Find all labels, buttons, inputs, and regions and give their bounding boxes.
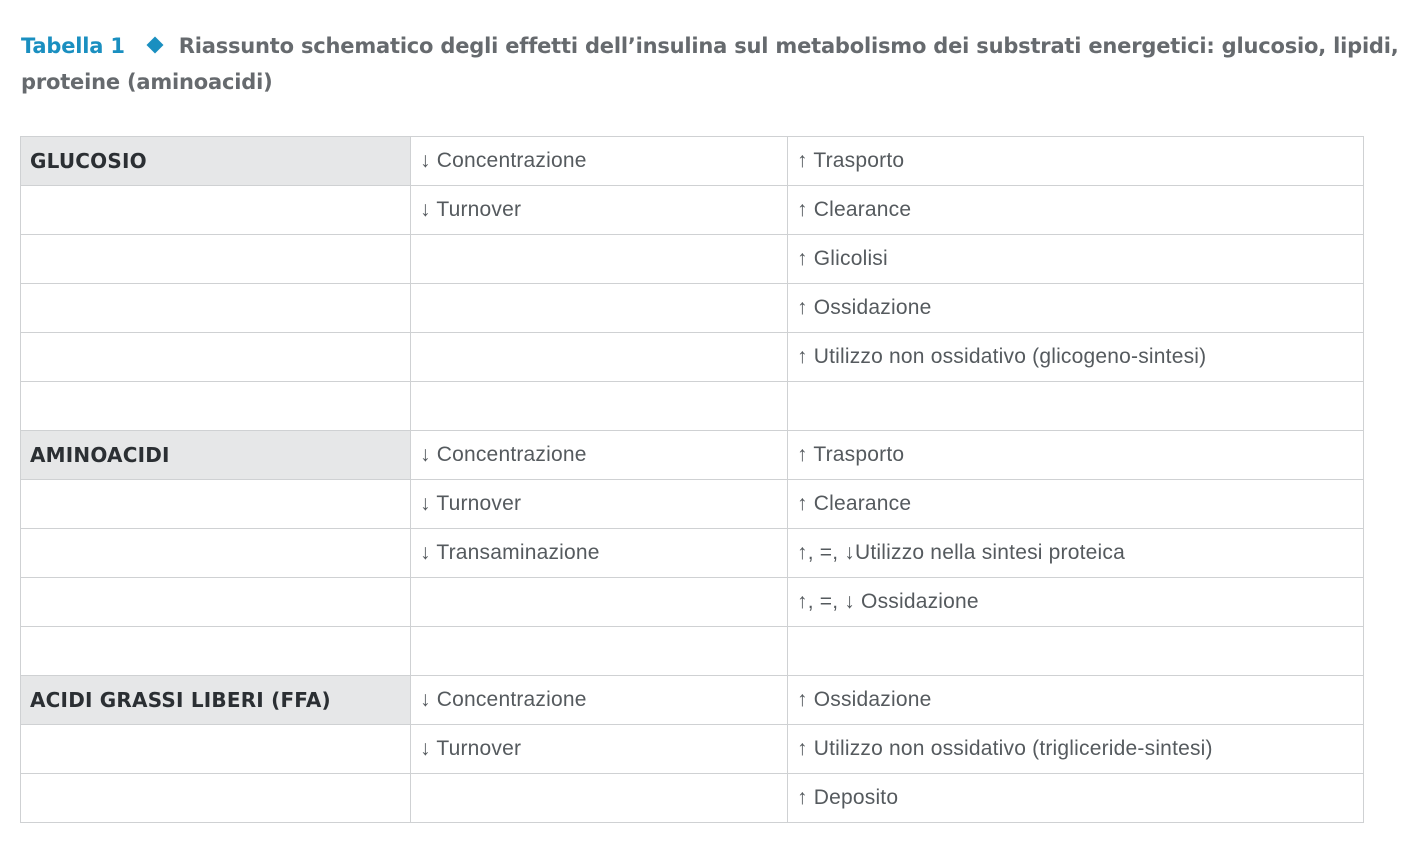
metabolic-effect-cell: ↑, =, ↓Utilizzo nella sintesi proteica <box>788 529 1364 578</box>
plasma-effect-cell: ↓ Concentrazione <box>411 137 788 186</box>
empty-category-cell <box>21 529 411 578</box>
table-body <box>21 137 1364 823</box>
table-row <box>21 529 1364 578</box>
metabolic-effect-cell <box>788 382 1364 431</box>
table-row <box>21 676 1364 725</box>
caption-title: Riassunto schematico degli effetti dell’insulina sul metabolismo dei substrati energetici: glucosio, lipidi, proteine (aminoacidi) <box>21 34 1399 94</box>
metabolic-effect-cell: ↑ Clearance <box>788 480 1364 529</box>
category-cell: AMINOACIDI <box>21 431 411 480</box>
plasma-effect-cell <box>411 333 788 382</box>
table-caption <box>21 28 1406 100</box>
caption-label: Tabella 1 <box>21 34 125 58</box>
table-row <box>21 137 1364 186</box>
table-row <box>21 186 1364 235</box>
table-row <box>21 774 1364 823</box>
table-row <box>21 235 1364 284</box>
table-row <box>21 480 1364 529</box>
diamond-bullet-icon <box>146 37 163 54</box>
plasma-effect-cell: ↓ Turnover <box>411 725 788 774</box>
table-row <box>21 382 1364 431</box>
metabolic-effect-cell: ↑ Ossidazione <box>788 676 1364 725</box>
insulin-effects-table <box>20 136 1364 823</box>
empty-category-cell <box>21 284 411 333</box>
plasma-effect-cell <box>411 774 788 823</box>
plasma-effect-cell: ↓ Concentrazione <box>411 676 788 725</box>
empty-category-cell <box>21 235 411 284</box>
metabolic-effect-cell: ↑ Clearance <box>788 186 1364 235</box>
metabolic-effect-cell: ↑ Ossidazione <box>788 284 1364 333</box>
plasma-effect-cell <box>411 284 788 333</box>
metabolic-effect-cell: ↑, =, ↓ Ossidazione <box>788 578 1364 627</box>
plasma-effect-cell: ↓ Concentrazione <box>411 431 788 480</box>
plasma-effect-cell: ↓ Transaminazione <box>411 529 788 578</box>
table-row <box>21 333 1364 382</box>
table-row <box>21 627 1364 676</box>
plasma-effect-cell <box>411 627 788 676</box>
plasma-effect-cell <box>411 578 788 627</box>
metabolic-effect-cell: ↑ Trasporto <box>788 431 1364 480</box>
table-row <box>21 578 1364 627</box>
table-row <box>21 284 1364 333</box>
metabolic-effect-cell: ↑ Utilizzo non ossidativo (glicogeno-sintesi) <box>788 333 1364 382</box>
empty-category-cell <box>21 382 411 431</box>
empty-category-cell <box>21 627 411 676</box>
metabolic-effect-cell: ↑ Glicolisi <box>788 235 1364 284</box>
category-cell: ACIDI GRASSI LIBERI (FFA) <box>21 676 411 725</box>
plasma-effect-cell: ↓ Turnover <box>411 480 788 529</box>
table-row <box>21 431 1364 480</box>
table-row <box>21 725 1364 774</box>
empty-category-cell <box>21 333 411 382</box>
plasma-effect-cell <box>411 382 788 431</box>
metabolic-effect-cell: ↑ Trasporto <box>788 137 1364 186</box>
metabolic-effect-cell <box>788 627 1364 676</box>
empty-category-cell <box>21 725 411 774</box>
metabolic-effect-cell: ↑ Deposito <box>788 774 1364 823</box>
metabolic-effect-cell: ↑ Utilizzo non ossidativo (trigliceride-sintesi) <box>788 725 1364 774</box>
category-cell: GLUCOSIO <box>21 137 411 186</box>
plasma-effect-cell <box>411 235 788 284</box>
empty-category-cell <box>21 774 411 823</box>
empty-category-cell <box>21 578 411 627</box>
plasma-effect-cell: ↓ Turnover <box>411 186 788 235</box>
empty-category-cell <box>21 186 411 235</box>
empty-category-cell <box>21 480 411 529</box>
